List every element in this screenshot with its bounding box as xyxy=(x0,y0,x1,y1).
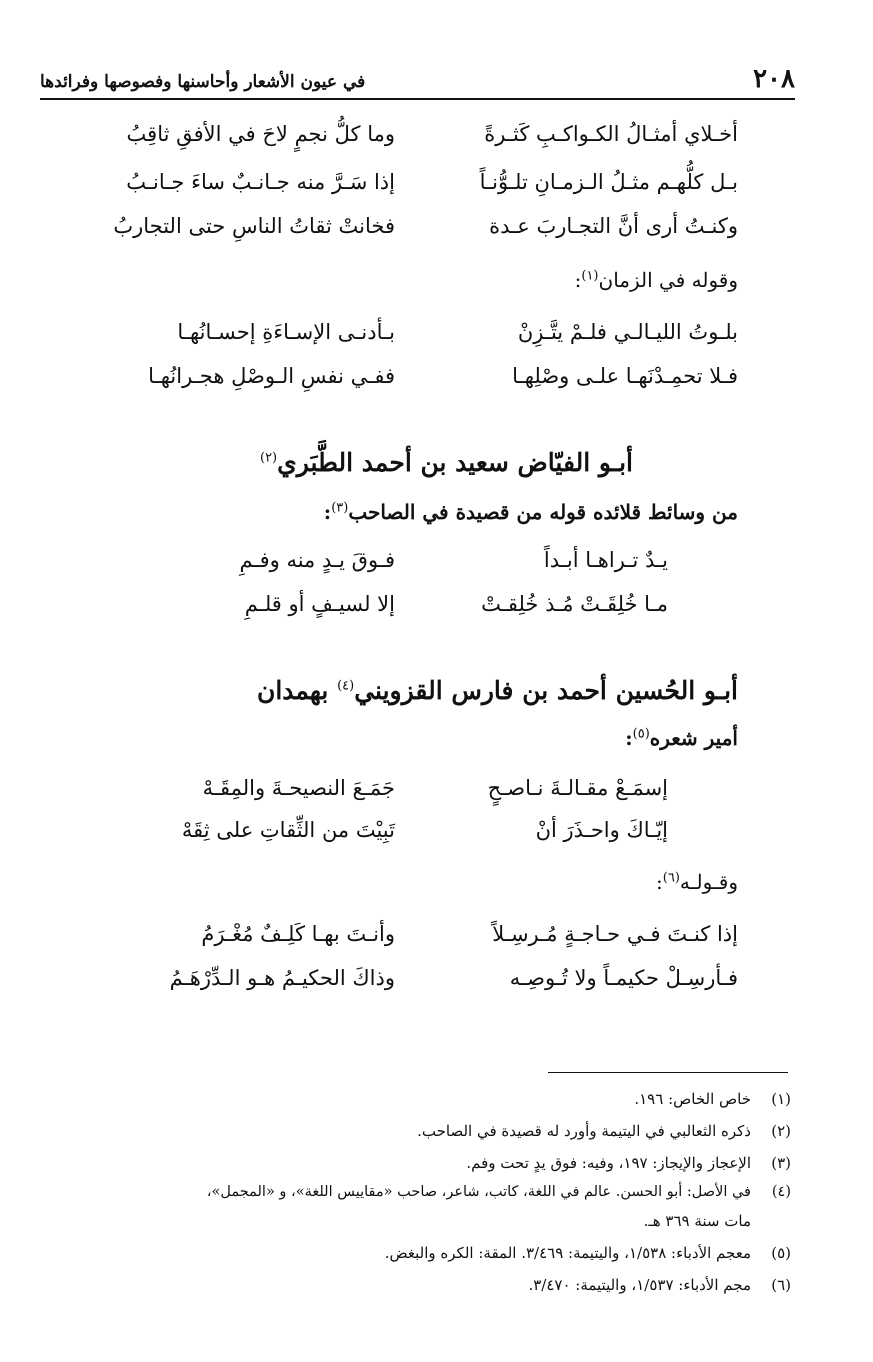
verse-hemistich-right: مـا خُلِقَـتْ مُـذ خُلِقـتْ xyxy=(481,592,668,616)
intro-line: وقوله في الزمان$^{(١)}$: xyxy=(574,268,738,292)
footnote-ref: (٤) xyxy=(337,678,355,694)
verse-hemistich-left: تَبِيْتَ من الثِّقاتِ على ثِقَهْ xyxy=(181,818,395,842)
verse-hemistich-right: بـل كلُّهـم مثـلُ الـزمـانِ تلـوُّنـاً xyxy=(479,170,738,194)
footnote-ref: (٥) xyxy=(632,726,650,742)
footnote-number: (٦) xyxy=(771,1276,791,1294)
verse-hemistich-right: وكنـتُ أرى أنَّ التجـاربَ عـدة xyxy=(489,214,738,238)
intro-line: وقـولـه$^{(٦)}$: xyxy=(656,870,738,894)
footnote-ref: (١) xyxy=(581,268,599,284)
footnote-number: (٢) xyxy=(771,1122,791,1140)
footnote-ref: (٦) xyxy=(662,870,680,886)
verse-hemistich-left: جَمَـعَ النصيحـةَ والمِقَـهْ xyxy=(202,776,395,800)
page-number: ٢٠٨ xyxy=(753,64,795,94)
verse-hemistich-left: وأنـتَ بهـا كَلِـفٌ مُغْـرَمُ xyxy=(201,922,395,946)
verse-hemistich-left: وذاكَ الحكيـمُ هـو الـدِّرْهَـمُ xyxy=(169,966,395,990)
footnote: (١)خاص الخاص: ١٩٦. xyxy=(634,1090,791,1108)
footnote: (٥)معجم الأدباء: ١/٥٣٨، واليتيمة: ٣/٤٦٩. المقة: الكره والبغض. xyxy=(384,1244,791,1262)
footnote: (٣)الإعجاز والإيجاز: ١٩٧، وفيه: فوق يدٍ تحت وفم. xyxy=(466,1154,791,1172)
intro-line: من وسائط قلائده قوله من قصيدة في الصاحب$^{(٣)}$: xyxy=(323,500,738,524)
footnote: (٢)ذكره الثعالبي في اليتيمة وأورد له قصيدة في الصاحب. xyxy=(417,1122,791,1140)
running-title: في عيون الأشعار وأحاسنها وفصوصها وفرائدها xyxy=(40,72,366,92)
footnote-divider xyxy=(548,1072,788,1073)
verse-hemistich-right: فـلا تحمِـدْنَهـا علـى وصْلِهـا xyxy=(512,364,738,388)
verse-hemistich-left: بـأدنـى الإسـاءَةِ إحسـانُهـا xyxy=(177,320,395,344)
footnote-number: (٥) xyxy=(771,1244,791,1262)
footnote-continuation: مات سنة ٣٦٩ هـ. xyxy=(643,1212,751,1230)
section-heading: أبـو الحُسين أحمد بن فارس القزويني$^{(٤)}$ بهمدان xyxy=(256,676,738,705)
footnote-number: (٣) xyxy=(771,1154,791,1172)
footnote-ref: (٢) xyxy=(259,450,278,466)
verse-hemistich-left: ففـي نفسِ الـوصْلِ هجـرانُهـا xyxy=(148,364,395,388)
footnote: (٦)مجم الأدباء: ١/٥٣٧، واليتيمة: ٣/٤٧٠. xyxy=(528,1276,791,1294)
verse-hemistich-left: إلا لسيـفٍ أو قلـمِ xyxy=(244,592,395,616)
section-heading: أبـو الفيّاض سعيد بن أحمد الطَّبَري$^{(٢)}$ xyxy=(259,448,633,477)
footnote: (٤)في الأصل: أبو الحسن. عالم في اللغة، كاتب، شاعر، صاحب «مقاييس اللغة»، و «المجمل»، xyxy=(206,1184,791,1200)
footnote-number: (٤) xyxy=(771,1184,791,1200)
verse-hemistich-left: فخانتْ ثقاتُ الناسِ حتى التجاربُ xyxy=(113,214,395,238)
verse-hemistich-right: يـدٌ تـراهـا أبـداً xyxy=(543,548,668,572)
verse-hemistich-left: إذا سَـرَّ منه جـانـبٌ ساءَ جـانـبُ xyxy=(126,170,395,194)
verse-hemistich-right: أخـلاي أمثـالُ الكـواكـبِ كَثـرةً xyxy=(484,122,738,146)
intro-line: أمير شعره$^{(٥)}$: xyxy=(625,726,738,750)
footnote-number: (١) xyxy=(771,1090,791,1108)
footnote-ref: (٣) xyxy=(331,500,349,516)
verse-hemistich-right: بلـوتُ الليـالـي فلـمْ يتَّـزِنْ xyxy=(517,320,738,344)
verse-hemistich-left: وما كلُّ نجمٍ لاحَ في الأفقِ ثاقِبُ xyxy=(126,122,395,146)
verse-hemistich-right: إسمَـعْ مقـالـةَ نـاصـحٍ xyxy=(487,776,668,800)
verse-hemistich-right: فـأرسِـلْ حكيمـاً ولا تُـوصِـه xyxy=(509,966,738,990)
verse-hemistich-right: إذا كنـتَ فـي حـاجـةٍ مُـرسِـلاً xyxy=(492,922,738,946)
verse-hemistich-right: إيّـاكَ واحـذَرَ أنْ xyxy=(535,818,668,842)
verse-hemistich-left: فـوقَ يـدٍ منه وفـمِ xyxy=(239,548,395,572)
page-header xyxy=(40,64,795,100)
